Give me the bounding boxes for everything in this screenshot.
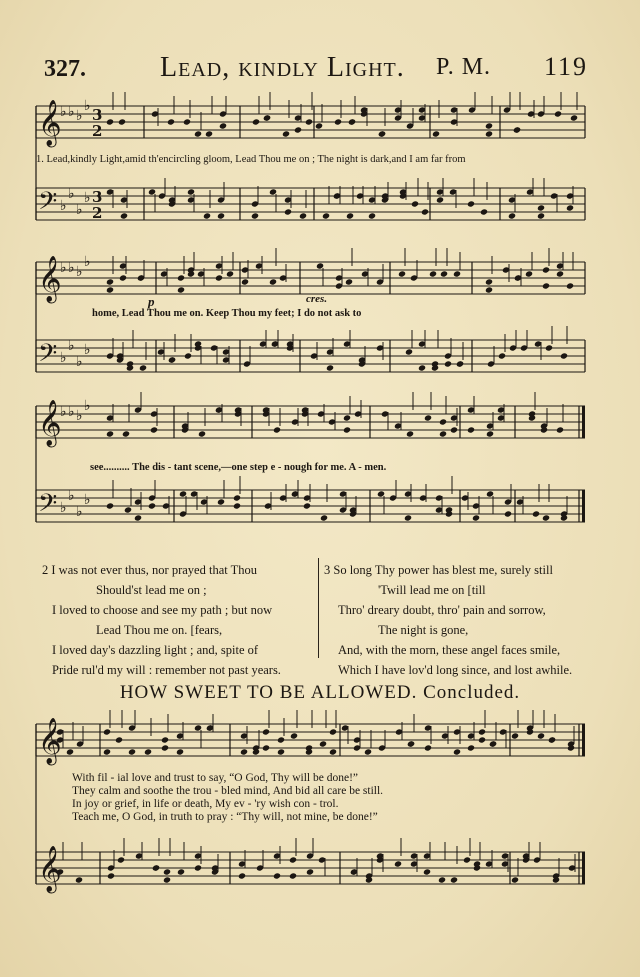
- section2-lyric-line: With fil - ial love and trust to say, “O God, Thy will be done!”: [72, 772, 359, 784]
- note-head: [183, 118, 191, 125]
- note-head: [560, 352, 568, 359]
- bass-clef-icon: 𝄢: [38, 187, 58, 222]
- note-head: [106, 430, 114, 437]
- verse3-line: Thro' dreary doubt, thro' pain and sorrow,: [338, 603, 546, 617]
- note-head: [418, 364, 426, 371]
- note-head: [66, 748, 74, 755]
- note-head: [163, 876, 171, 883]
- note-head: [322, 212, 330, 219]
- final-bar-line: [582, 490, 585, 522]
- note-head: [148, 502, 156, 509]
- note-head: [177, 286, 185, 293]
- note-head: [251, 212, 259, 219]
- final-bar-line: [582, 724, 585, 756]
- time-signature-top: 3: [92, 106, 103, 124]
- section2-lyric-line: They calm and soothe the trou - bled mind, And bid all care be still.: [72, 785, 384, 797]
- note-head: [424, 744, 432, 751]
- note-head: [106, 278, 114, 285]
- note-head: [161, 736, 169, 743]
- treble-clef-icon: 𝄞: [38, 256, 62, 302]
- note-head: [444, 360, 452, 367]
- note-head: [168, 356, 176, 363]
- verse2-line: Pride rul'd my will : remember not past years.: [52, 663, 281, 677]
- note-head: [150, 426, 158, 433]
- note-head: [489, 740, 497, 747]
- note-head: [217, 212, 225, 219]
- flat-sign-icon: ♭: [84, 398, 91, 414]
- note-head: [107, 872, 115, 879]
- note-head: [219, 122, 227, 129]
- note-head: [117, 856, 125, 863]
- flat-sign-icon: ♭: [68, 404, 75, 420]
- verse-3: [324, 560, 624, 680]
- flat-sign-icon: ♭: [60, 404, 67, 420]
- note-head: [252, 118, 260, 125]
- flat-sign-icon: ♭: [76, 108, 83, 124]
- note-head: [177, 274, 185, 281]
- note-head: [269, 278, 277, 285]
- verse-divider: [318, 558, 319, 658]
- flat-sign-icon: ♭: [68, 104, 75, 120]
- note-head: [498, 352, 506, 359]
- flat-sign-icon: ♭: [60, 104, 67, 120]
- note-head: [432, 130, 440, 137]
- note-head: [486, 430, 494, 437]
- note-head: [329, 748, 337, 755]
- verse2-line: 2 I was not ever thus, nor prayed that Thou: [42, 563, 257, 577]
- note-head: [167, 118, 175, 125]
- note-head: [320, 514, 328, 521]
- note-head: [315, 122, 323, 129]
- note-head: [407, 740, 415, 747]
- treble-clef-icon: 𝄞: [38, 100, 62, 146]
- note-head: [554, 110, 562, 117]
- note-head: [406, 430, 414, 437]
- note-head: [103, 748, 111, 755]
- note-head: [241, 278, 249, 285]
- note-head: [463, 856, 471, 863]
- note-head: [233, 494, 241, 501]
- note-head: [542, 282, 550, 289]
- note-head: [106, 502, 114, 509]
- note-head: [545, 344, 553, 351]
- flat-sign-icon: ♭: [68, 186, 75, 202]
- note-head: [478, 728, 486, 735]
- note-head: [480, 208, 488, 215]
- note-head: [439, 418, 447, 425]
- note-head: [532, 510, 540, 517]
- note-head: [194, 864, 202, 871]
- note-head: [238, 872, 246, 879]
- note-head: [485, 286, 493, 293]
- note-head: [450, 426, 458, 433]
- note-head: [290, 732, 298, 739]
- note-head: [273, 872, 281, 879]
- note-head: [119, 274, 127, 281]
- note-head: [122, 430, 130, 437]
- note-head: [364, 748, 372, 755]
- note-head: [226, 270, 234, 277]
- note-head: [556, 426, 564, 433]
- note-head: [453, 748, 461, 755]
- note-head: [368, 212, 376, 219]
- note-head: [348, 118, 356, 125]
- note-head: [263, 114, 271, 121]
- page-number: 119: [544, 52, 589, 81]
- note-head: [215, 274, 223, 281]
- flat-sign-icon: ♭: [84, 254, 91, 270]
- note-head: [411, 200, 419, 207]
- note-head: [511, 876, 519, 883]
- note-head: [343, 426, 351, 433]
- bass-clef-icon: 𝄢: [38, 489, 58, 524]
- verse3-line: And, with the morn, these angel faces smile,: [338, 643, 561, 657]
- flat-sign-icon: ♭: [84, 98, 91, 114]
- verse3-line: The night is gone,: [378, 623, 469, 637]
- flat-sign-icon: ♭: [84, 190, 91, 206]
- note-head: [233, 502, 241, 509]
- note-head: [436, 196, 444, 203]
- section2-lyrics: [72, 772, 383, 824]
- note-head: [346, 212, 354, 219]
- note-head: [124, 506, 132, 513]
- note-head: [176, 748, 184, 755]
- note-head: [120, 212, 128, 219]
- system1-lyric: 1. Lead,kindly Light,amid th'encircling gloom, Lead Thou me on ; The night is dark,and I am far from: [36, 154, 466, 165]
- time-signature-bottom: 2: [92, 122, 103, 140]
- note-head: [205, 130, 213, 137]
- note-head: [273, 426, 281, 433]
- note-head: [421, 208, 429, 215]
- note-head: [326, 364, 334, 371]
- note-head: [542, 266, 550, 273]
- note-head: [429, 270, 437, 277]
- note-head: [277, 736, 285, 743]
- note-head: [217, 498, 225, 505]
- note-head: [453, 270, 461, 277]
- note-head: [284, 208, 292, 215]
- note-head: [485, 278, 493, 285]
- time-signature-top: 3: [92, 188, 103, 206]
- flat-sign-icon: ♭: [60, 500, 67, 516]
- note-head: [289, 872, 297, 879]
- flat-sign-icon: ♭: [60, 350, 67, 366]
- note-head: [542, 514, 550, 521]
- note-head: [405, 348, 413, 355]
- dynamic-marking-cres: cres.: [306, 293, 328, 305]
- note-head: [504, 510, 512, 517]
- flat-sign-icon: ♭: [76, 264, 83, 280]
- note-head: [548, 736, 556, 743]
- note-head: [343, 414, 351, 421]
- note-head: [566, 282, 574, 289]
- note-head: [203, 212, 211, 219]
- verse2-line: Lead Thou me on. [fears,: [96, 623, 223, 637]
- flat-sign-icon: ♭: [68, 488, 75, 504]
- note-head: [306, 868, 314, 875]
- final-bar-line: [582, 406, 585, 438]
- note-head: [294, 126, 302, 133]
- note-head: [537, 212, 545, 219]
- hymn-meter: P. M.: [436, 54, 492, 80]
- treble-clef-icon: 𝄞: [38, 400, 62, 446]
- note-head: [106, 286, 114, 293]
- note-head: [378, 130, 386, 137]
- verse3-line: 'Twill lead me on [till: [378, 583, 486, 597]
- note-head: [467, 426, 475, 433]
- note-head: [184, 352, 192, 359]
- note-head: [240, 748, 248, 755]
- note-head: [440, 270, 448, 277]
- note-head: [478, 736, 486, 743]
- treble-clef-icon: 𝄞: [38, 718, 62, 764]
- note-head: [319, 740, 327, 747]
- verse3-line: 3 So long Thy power has blest me, surely still: [324, 563, 553, 577]
- note-head: [303, 502, 311, 509]
- section2-title: HOW SWEET TO BE ALLOWED. Concluded.: [119, 682, 521, 703]
- note-head: [103, 728, 111, 735]
- note-head: [424, 414, 432, 421]
- note-head: [423, 868, 431, 875]
- note-head: [450, 876, 458, 883]
- note-head: [394, 860, 402, 867]
- note-head: [537, 204, 545, 211]
- note-head: [556, 270, 564, 277]
- note-head: [177, 868, 185, 875]
- note-head: [152, 864, 160, 871]
- verse2-line: I loved to choose and see my path ; but now: [52, 603, 273, 617]
- system2-lyric: home, Lead Thou me on. Keep Thou my feet; I do not ask to: [92, 308, 362, 319]
- note-head: [570, 114, 578, 121]
- flat-sign-icon: ♭: [76, 354, 83, 370]
- flat-sign-icon: ♭: [84, 492, 91, 508]
- note-head: [299, 212, 307, 219]
- flat-sign-icon: ♭: [60, 198, 67, 214]
- note-head: [163, 868, 171, 875]
- note-head: [118, 118, 126, 125]
- note-head: [134, 514, 142, 521]
- note-head: [467, 744, 475, 751]
- verse2-line: I loved day's dazzling light ; and, spite of: [52, 643, 259, 657]
- time-signature-bottom: 2: [92, 204, 103, 222]
- note-head: [439, 430, 447, 437]
- note-head: [334, 118, 342, 125]
- note-head: [128, 748, 136, 755]
- verse3-line: Which I have lov'd long since, and lost awhile.: [338, 663, 573, 677]
- note-head: [139, 364, 147, 371]
- flat-sign-icon: ♭: [76, 504, 83, 520]
- note-head: [198, 430, 206, 437]
- verse-2: [42, 560, 312, 680]
- note-head: [329, 728, 337, 735]
- note-head: [289, 856, 297, 863]
- note-head: [485, 130, 493, 137]
- note-head: [525, 270, 533, 277]
- note-head: [513, 126, 521, 133]
- bass-clef-icon: 𝄢: [38, 339, 58, 374]
- final-bar-line: [582, 852, 585, 884]
- note-head: [277, 748, 285, 755]
- note-head: [404, 514, 412, 521]
- note-head: [115, 736, 123, 743]
- note-head: [282, 130, 290, 137]
- note-head: [456, 360, 464, 367]
- section2-lyric-line: In joy or grief, in life or death, My ev - 'ry wish con - trol.: [72, 798, 339, 810]
- note-head: [262, 744, 270, 751]
- hymn-title: Lead, kindly Light.: [160, 52, 405, 83]
- note-head: [511, 732, 519, 739]
- note-head: [345, 278, 353, 285]
- note-head: [467, 200, 475, 207]
- dynamic-marking-p: p: [148, 294, 155, 309]
- note-head: [472, 514, 480, 521]
- note-head: [144, 748, 152, 755]
- flat-sign-icon: ♭: [76, 408, 83, 424]
- flat-sign-icon: ♭: [68, 260, 75, 276]
- hymn-number: 327.: [44, 56, 86, 82]
- note-head: [305, 118, 313, 125]
- note-head: [398, 270, 406, 277]
- verse2-line: Should'st lead me on ;: [96, 583, 207, 597]
- note-head: [508, 212, 516, 219]
- section2-lyric-line: Teach me, O God, in truth to pray : “Thy will, not mine, be done!”: [72, 811, 378, 823]
- note-head: [161, 744, 169, 751]
- note-head: [537, 732, 545, 739]
- system3-lyric: see.......... The dis - tant scene,—one step e - nough for me. A - men.: [90, 462, 387, 473]
- note-head: [566, 204, 574, 211]
- flat-sign-icon: ♭: [60, 260, 67, 276]
- note-head: [438, 876, 446, 883]
- flat-sign-icon: ♭: [84, 342, 91, 358]
- note-head: [194, 130, 202, 137]
- note-head: [262, 728, 270, 735]
- flat-sign-icon: ♭: [76, 202, 83, 218]
- note-head: [485, 122, 493, 129]
- flat-sign-icon: ♭: [68, 338, 75, 354]
- note-head: [75, 876, 83, 883]
- treble-clef-icon: 𝄞: [38, 846, 62, 892]
- note-head: [106, 118, 114, 125]
